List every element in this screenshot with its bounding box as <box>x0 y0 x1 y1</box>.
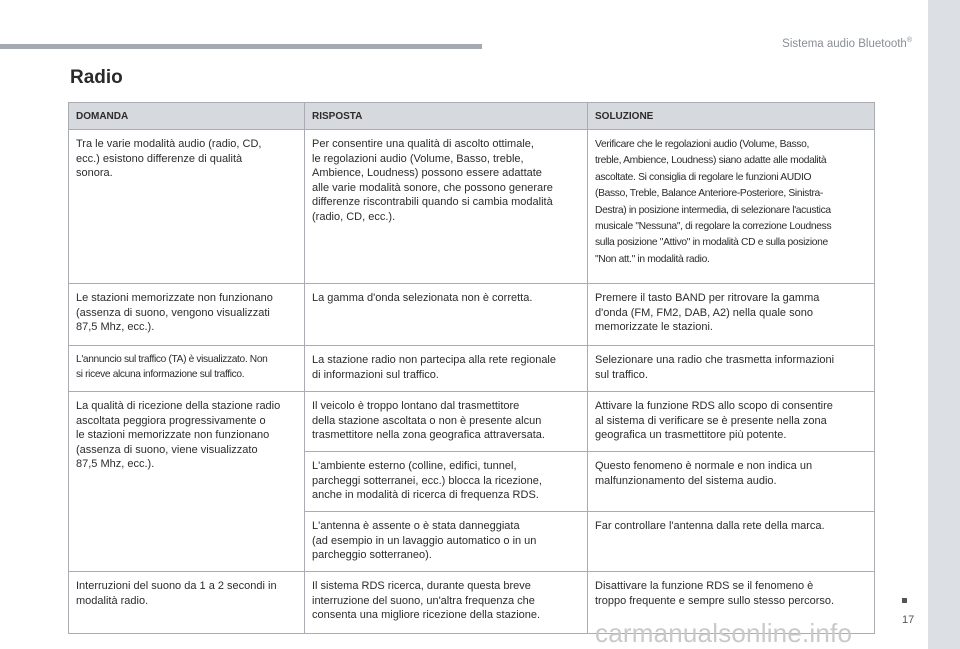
solution-cell: Selezionare una radio che trasmetta informazioni sul traffico. <box>588 346 875 392</box>
answer-cell: L'ambiente esterno (colline, edifici, tunnel, parcheggi sotterranei, ecc.) blocca la ricezione, anche in modalità di ricerca di frequenza RDS. <box>305 452 588 512</box>
answer-cell: Per consentire una qualità di ascolto ottimale, le regolazioni audio (Volume, Basso, treble, Ambience, Loudness) possono essere adattate alle varie modalità sonore, che possono generare differenze riscontrabili quando si cambia modalità (radio, CD, ecc.). <box>305 130 588 284</box>
header-soluzione: SOLUZIONE <box>588 103 875 130</box>
table-row <box>69 346 875 392</box>
header-risposta: RISPOSTA <box>305 103 588 130</box>
solution-cell: Attivare la funzione RDS allo scopo di consentire al sistema di verificare se è presente nella zona geografica un trasmettitore più potente. <box>588 392 875 452</box>
header-domanda: DOMANDA <box>69 103 305 130</box>
section-title: Radio <box>70 67 123 88</box>
solution-cell: Far controllare l'antenna dalla rete della marca. <box>588 512 875 572</box>
question-cell: Interruzioni del suono da 1 a 2 secondi in modalità radio. <box>69 572 305 634</box>
question-cell: L'annuncio sul traffico (TA) è visualizzato. Non si riceve alcuna informazione sul traffico. <box>69 346 305 392</box>
header-accent-bar <box>0 44 482 49</box>
answer-cell: La stazione radio non partecipa alla rete regionale di informazioni sul traffico. <box>305 346 588 392</box>
solution-cell: Verificare che le regolazioni audio (Volume, Basso, treble, Ambience, Loudness) siano adatte alle modalità ascoltate. Si consiglia di regolare le funzioni AUDIO (Basso, Treble, Balance Anteriore-Posteriore, Sinistra- Destra) in posizione intermedia, di selezionare l'acustica musicale "Nessuna", di regolare la correzione Loudness sulla posizione "Attivo" in modalità CD e sulla posizione "Non att." in modalità radio. <box>588 130 875 284</box>
solution-cell: Questo fenomeno è normale e non indica un malfunzionamento del sistema audio. <box>588 452 875 512</box>
question-cell: Tra le varie modalità audio (radio, CD, ecc.) esistono differenze di qualità sonora. <box>69 130 305 284</box>
table-row <box>69 284 875 346</box>
page-number: 17 <box>902 614 915 626</box>
page-edge-strip <box>928 0 960 649</box>
answer-cell: L'antenna è assente o è stata danneggiata (ad esempio in un lavaggio automatico o in un parcheggio sotterraneo). <box>305 512 588 572</box>
answer-cell: Il veicolo è troppo lontano dal trasmettitore della stazione ascoltata o non è presente alcun trasmettitore nella zona geografica attraversata. <box>305 392 588 452</box>
faq-table <box>68 102 875 634</box>
table-row <box>69 130 875 284</box>
solution-cell: Disattivare la funzione RDS se il fenomeno è troppo frequente e sempre sullo stesso percorso. <box>588 572 875 634</box>
question-cell: Le stazioni memorizzate non funzionano (assenza di suono, vengono visualizzati 87,5 Mhz, ecc.). <box>69 284 305 346</box>
watermark: carmanualsonline.info <box>595 618 853 648</box>
question-cell: La qualità di ricezione della stazione radio ascoltata peggiora progressivamente o le stazioni memorizzate non funzionano (assenza di suono, viene visualizzato 87,5 Mhz, ecc.). <box>69 392 305 572</box>
chapter-title: Sistema audio Bluetooth® <box>782 37 912 50</box>
table-header-row <box>69 103 875 130</box>
table-row <box>69 392 875 452</box>
answer-cell: La gamma d'onda selezionata non è corretta. <box>305 284 588 346</box>
answer-cell: Il sistema RDS ricerca, durante questa breve interruzione del suono, un'altra frequenza che consenta una migliore ricezione della stazione. <box>305 572 588 634</box>
solution-cell: Premere il tasto BAND per ritrovare la gamma d'onda (FM, FM2, DAB, A2) nella quale sono memorizzate le stazioni. <box>588 284 875 346</box>
footer-marker <box>902 598 907 603</box>
